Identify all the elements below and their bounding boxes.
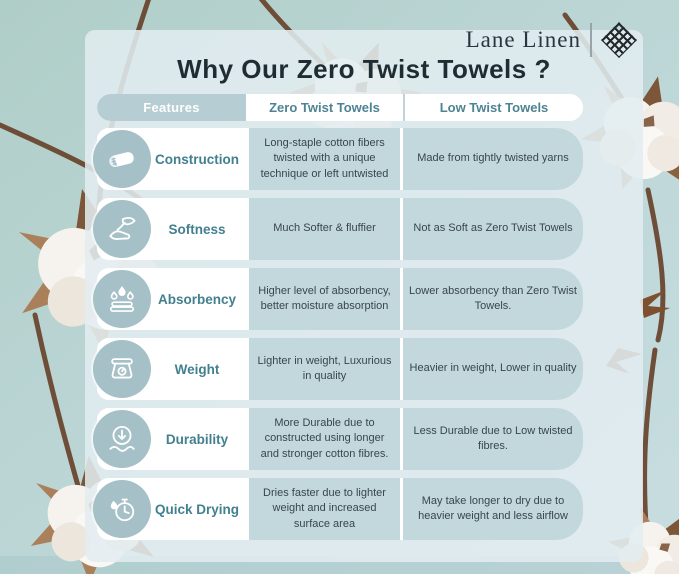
- comparison-table: [97, 94, 583, 540]
- folded-towel-icon: [93, 130, 151, 188]
- low-twist-cell: [403, 198, 583, 260]
- cell-text: Higher level of absorbency, better moisture absorption: [258, 284, 391, 312]
- feature-label: Construction: [155, 151, 239, 167]
- low-twist-cell: [403, 128, 583, 190]
- header-zero-twist: Zero Twist Towels: [249, 94, 400, 121]
- cell-text: Not as Soft as Zero Twist Towels: [413, 222, 573, 235]
- low-twist-cell: [403, 478, 583, 540]
- low-twist-cell: [403, 408, 583, 470]
- table-row: [97, 338, 583, 400]
- cell-text: Less Durable due to Low twisted fibres.: [413, 424, 573, 452]
- feature-cell: [97, 198, 246, 260]
- zero-twist-cell: [249, 478, 400, 540]
- table-body: [97, 128, 583, 540]
- weighing-scale-icon: [93, 340, 151, 398]
- cell-text: Much Softer & fluffier: [273, 222, 376, 235]
- cell-text: Lighter in weight, Luxurious in quality: [257, 354, 392, 382]
- table-row: [97, 198, 583, 260]
- cell-text: Long-staple cotton fibers twisted with a unique technique or left untwisted: [260, 136, 389, 180]
- feature-label: Durability: [165, 431, 229, 447]
- feature-label: Quick Drying: [154, 501, 240, 517]
- hand-feather-icon: [93, 200, 151, 258]
- feature-cell: [97, 478, 246, 540]
- feature-cell: [97, 128, 246, 190]
- feature-cell: [97, 408, 246, 470]
- zero-twist-cell: [249, 268, 400, 330]
- feature-label: Absorbency: [157, 291, 237, 307]
- header-low-twist: Low Twist Towels: [403, 94, 583, 121]
- cell-text: Dries faster due to lighter weight and increased surface area: [263, 486, 386, 530]
- water-drops-towel-icon: [93, 270, 151, 328]
- low-twist-cell: [403, 268, 583, 330]
- table-row: [97, 268, 583, 330]
- table-row: [97, 408, 583, 470]
- table-row: [97, 128, 583, 190]
- cell-text: More Durable due to constructed using longer and stronger cotton fibres.: [260, 416, 389, 460]
- table-row: [97, 478, 583, 540]
- header-features: Features: [97, 94, 246, 121]
- feature-cell: [97, 338, 246, 400]
- cell-text: Made from tightly twisted yarns: [417, 152, 569, 165]
- cell-text: Heavier in weight, Lower in quality: [409, 362, 577, 375]
- cell-text: May take longer to dry due to heavier weight and less airflow: [418, 494, 568, 522]
- arrow-down-circle-icon: [93, 410, 151, 468]
- cell-text: Lower absorbency than Zero Twist Towels.: [409, 284, 577, 312]
- weave-logo-icon: [601, 22, 637, 58]
- table-header-row: [97, 94, 583, 121]
- content-panel: [85, 27, 643, 562]
- feature-label: Softness: [168, 221, 226, 237]
- stopwatch-drop-icon: [93, 480, 151, 538]
- zero-twist-cell: [249, 128, 400, 190]
- logo-divider: [590, 23, 592, 57]
- feature-label: Weight: [174, 361, 220, 377]
- low-twist-cell: [403, 338, 583, 400]
- feature-cell: [97, 268, 246, 330]
- zero-twist-cell: [249, 408, 400, 470]
- brand-name: Lane Linen: [465, 27, 581, 52]
- zero-twist-cell: [249, 338, 400, 400]
- zero-twist-cell: [249, 198, 400, 260]
- page-title: Why Our Zero Twist Towels ?: [177, 54, 551, 84]
